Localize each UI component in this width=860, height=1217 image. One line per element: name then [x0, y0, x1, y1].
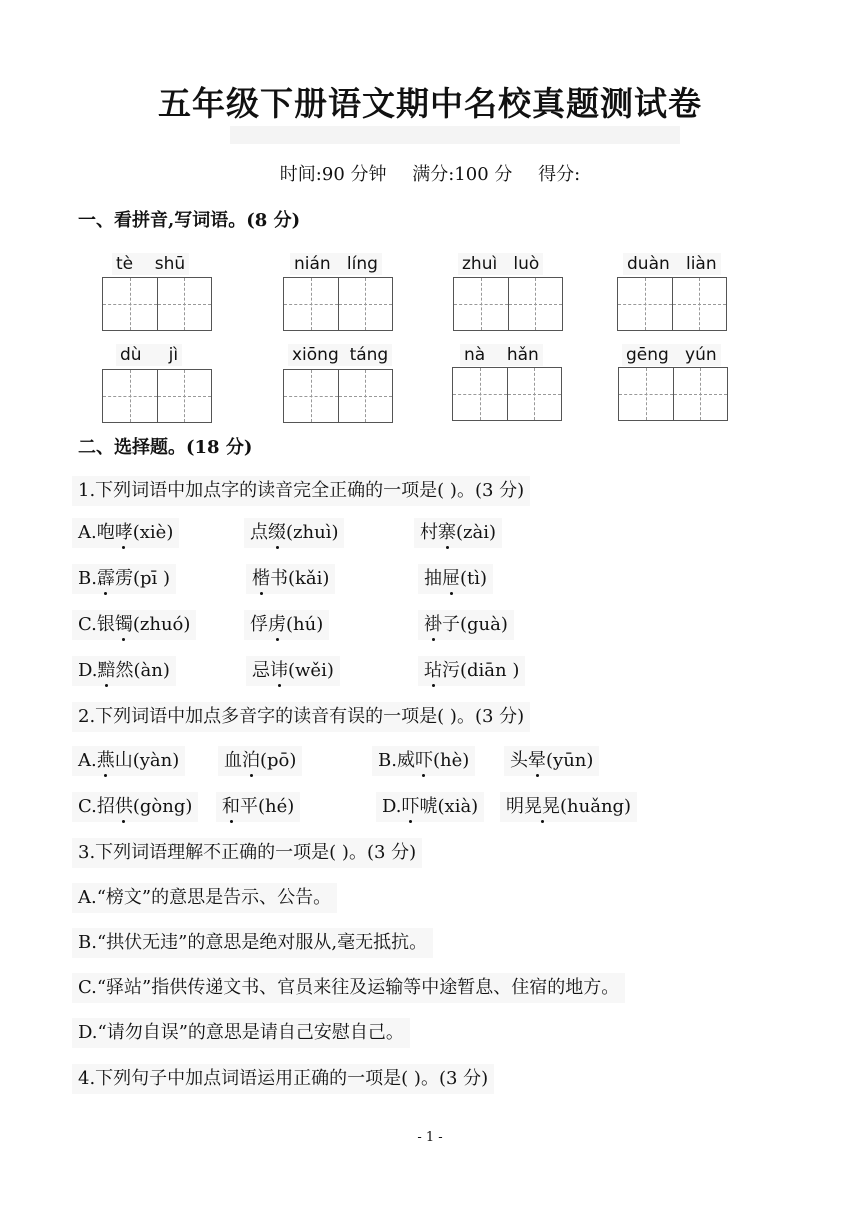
pinyin-label: xiōng táng: [288, 344, 392, 366]
q1-option-a1: A.咆哮(xiè): [72, 518, 179, 548]
q1-option-d1: D.黯然(àn): [72, 656, 176, 686]
q1-option-b1: B.霹雳(pī ): [72, 564, 176, 594]
q1-option-a3: 村寨(zài): [414, 518, 502, 548]
q2-option-b2: 头晕(yūn): [504, 746, 599, 776]
writing-grid[interactable]: [283, 369, 393, 423]
q1-option-b2: 楷书(kǎi): [246, 564, 335, 594]
pinyin-label: gēng yún: [622, 344, 721, 366]
q2-option-c1: C.招供(gòng): [72, 792, 198, 822]
q3-option-b: B.“拱伏无违”的意思是绝对服从,毫无抵抗。: [72, 928, 433, 958]
q1-option-d3: 玷污(diān ): [418, 656, 525, 686]
section1-heading: 一、看拼音,写词语。(8 分): [78, 210, 301, 231]
exam-meta: [0, 160, 860, 186]
writing-grid[interactable]: [618, 367, 728, 421]
question-2-stem: 2.下列词语中加点多音字的读音有误的一项是( )。(3 分): [72, 702, 530, 732]
writing-grid[interactable]: [102, 277, 212, 331]
score-field: 得分:: [538, 164, 581, 185]
pinyin-label: nián líng: [290, 253, 382, 275]
writing-grid[interactable]: [617, 277, 727, 331]
q3-option-d: D.“请勿自误”的意思是请自己安慰自己。: [72, 1018, 410, 1048]
full-score: 满分:100 分: [412, 164, 513, 185]
q2-option-a1: A.燕山(yàn): [72, 746, 185, 776]
q3-option-a: A.“榜文”的意思是告示、公告。: [72, 883, 337, 913]
writing-grid[interactable]: [453, 277, 563, 331]
pinyin-label: nà hǎn: [460, 344, 543, 366]
q1-option-d2: 忌讳(wěi): [246, 656, 340, 686]
q1-option-c3: 褂子(guà): [418, 610, 514, 640]
q1-option-a2: 点缀(zhuì): [244, 518, 344, 548]
q1-option-c2: 俘虏(hú): [244, 610, 329, 640]
question-1-stem: 1.下列词语中加点字的读音完全正确的一项是( )。(3 分): [72, 476, 530, 506]
q2-option-c2: 和平(hé): [216, 792, 300, 822]
q2-option-d1: D.吓唬(xià): [376, 792, 484, 822]
question-4-stem: 4.下列句子中加点词语运用正确的一项是( )。(3 分): [72, 1064, 494, 1094]
title-underline: [230, 126, 680, 144]
writing-grid[interactable]: [102, 369, 212, 423]
time-limit: 时间:90 分钟: [279, 164, 387, 185]
writing-grid[interactable]: [283, 277, 393, 331]
q2-option-b1: B.威吓(hè): [372, 746, 475, 776]
q2-option-a2: 血泊(pō): [218, 746, 302, 776]
question-3-stem: 3.下列词语理解不正确的一项是( )。(3 分): [72, 838, 422, 868]
page-number: - 1 -: [417, 1130, 443, 1145]
writing-grid[interactable]: [452, 367, 562, 421]
pinyin-label: duàn liàn: [623, 253, 721, 275]
q3-option-c: C.“驿站”指供传递文书、官员来往及运输等中途暂息、住宿的地方。: [72, 973, 625, 1003]
pinyin-label: dù jì: [116, 344, 182, 366]
pinyin-label: zhuì luò: [458, 253, 543, 275]
q1-option-c1: C.银镯(zhuó): [72, 610, 196, 640]
section2-heading: 二、选择题。(18 分): [78, 437, 253, 458]
q2-option-d2: 明晃晃(huǎng): [500, 792, 637, 822]
q1-option-b3: 抽屉(tì): [418, 564, 493, 594]
pinyin-label: tè shū: [112, 253, 189, 275]
page-title: 五年级下册语文期中名校真题测试卷: [158, 84, 702, 123]
